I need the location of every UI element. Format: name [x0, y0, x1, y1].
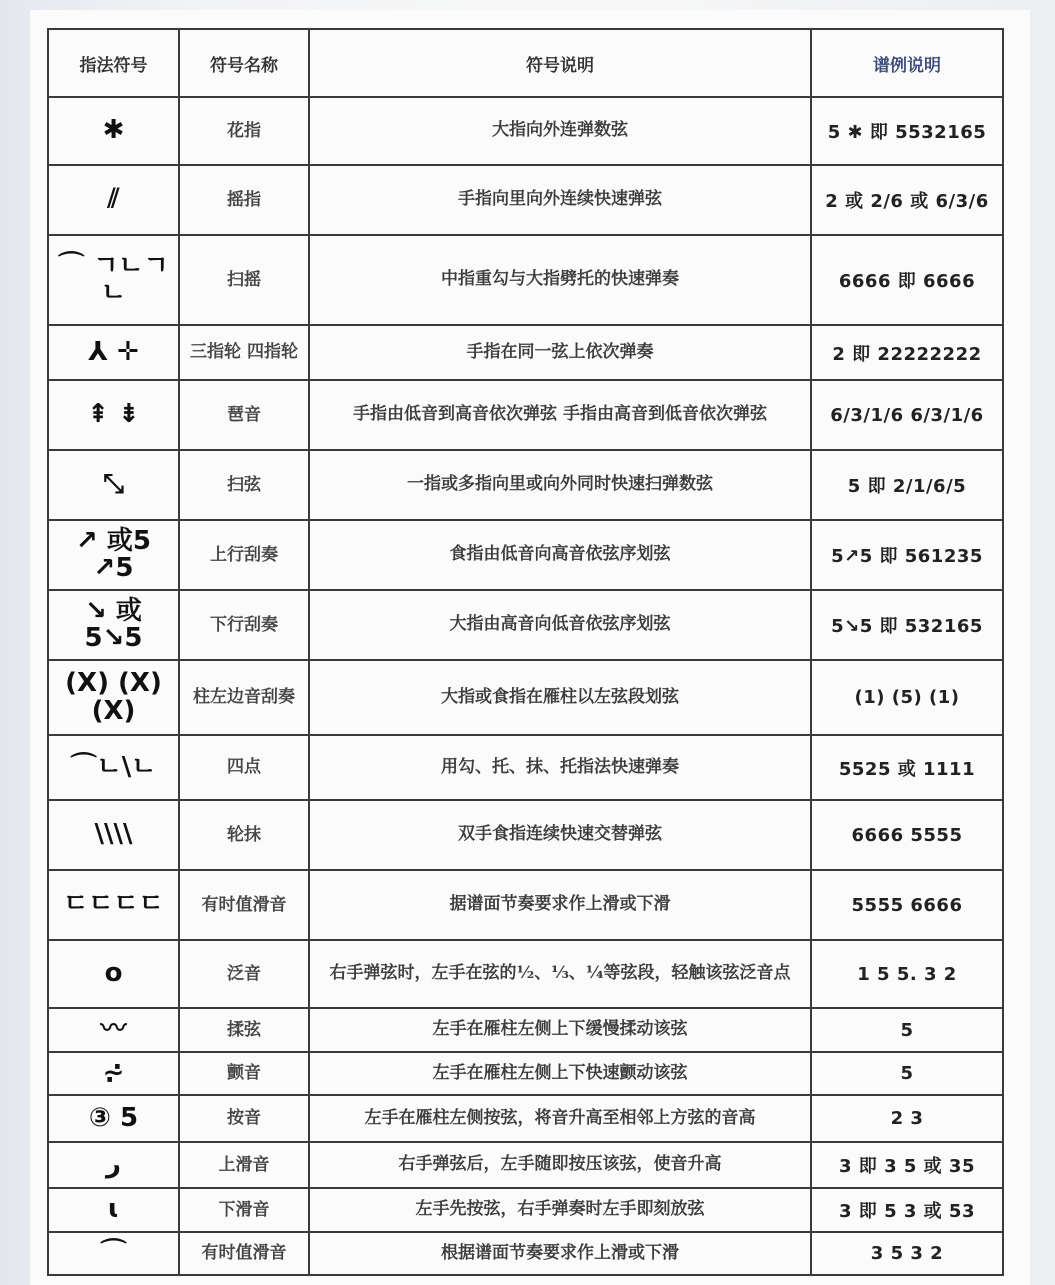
- symbol-name: 下滑音: [179, 1188, 309, 1232]
- symbol-description: 食指由低音向高音依弦序划弦: [309, 520, 811, 590]
- symbol-name: 轮抹: [179, 800, 309, 870]
- symbol-description: 大指或食指在雁柱以左弦段划弦: [309, 660, 811, 735]
- symbol-cell: ⩫: [48, 1052, 179, 1095]
- symbol-description: 双手食指连续快速交替弹弦: [309, 800, 811, 870]
- notation-example: 6666 即 6666: [811, 235, 1003, 325]
- symbol-name: 扫摇: [179, 235, 309, 325]
- symbol-description: 一指或多指向里或向外同时快速扫弹数弦: [309, 450, 811, 520]
- header-name: 符号名称: [179, 29, 309, 97]
- symbol-cell: ر: [48, 1142, 179, 1188]
- symbol-name: 四点: [179, 735, 309, 800]
- symbol-name: 琶音: [179, 380, 309, 450]
- notation-example: 3 即 5 3 或 53: [811, 1188, 1003, 1232]
- symbol-cell: o: [48, 940, 179, 1008]
- symbol-name: 摇指: [179, 165, 309, 235]
- symbol-cell: ⇞ ⇟: [48, 380, 179, 450]
- table-row: [48, 870, 1003, 940]
- notation-example: 5: [811, 1008, 1003, 1052]
- symbol-cell: (X) (X) (X): [48, 660, 179, 735]
- symbol-description: 左手在雁柱左侧按弦，将音升高至相邻上方弦的音高: [309, 1095, 811, 1142]
- symbol-cell: ⌒ㄴ\ㄴ: [48, 735, 179, 800]
- table-row: [48, 800, 1003, 870]
- symbol-description: 手指在同一弦上依次弹奏: [309, 325, 811, 380]
- notation-example: 5 ✱ 即 5532165: [811, 97, 1003, 165]
- notation-example: 5525 或 1111: [811, 735, 1003, 800]
- table-row: [48, 940, 1003, 1008]
- table-row: [48, 97, 1003, 165]
- notation-example: 6666 5555: [811, 800, 1003, 870]
- symbol-description: 用勾、托、抹、托指法快速弹奏: [309, 735, 811, 800]
- notation-example: 5↘5 即 532165: [811, 590, 1003, 660]
- table-header-row: [48, 29, 1003, 97]
- notation-example: 1 5 5. 3 2: [811, 940, 1003, 1008]
- table-row: [48, 1095, 1003, 1142]
- table-row: [48, 325, 1003, 380]
- symbol-cell: ⌒ ㄱㄴㄱㄴ: [48, 235, 179, 325]
- symbol-cell: ⌒: [48, 1232, 179, 1275]
- table-row: [48, 235, 1003, 325]
- notation-example: 6/3/1/6 6/3/1/6: [811, 380, 1003, 450]
- symbol-cell: ⤡: [48, 450, 179, 520]
- table-row: [48, 1008, 1003, 1052]
- symbol-name: 上行刮奏: [179, 520, 309, 590]
- symbol-description: 左手在雁柱左侧上下缓慢揉动该弦: [309, 1008, 811, 1052]
- symbol-name: 有时值滑音: [179, 870, 309, 940]
- symbol-description: 根据谱面节奏要求作上滑或下滑: [309, 1232, 811, 1275]
- table-row: [48, 1142, 1003, 1188]
- symbol-name: 颤音: [179, 1052, 309, 1095]
- table-row: [48, 165, 1003, 235]
- symbol-description: 右手弹弦时，左手在弦的½、⅓、¼等弦段，轻触该弦泛音点: [309, 940, 811, 1008]
- notation-example: 5555 6666: [811, 870, 1003, 940]
- table-row: [48, 1052, 1003, 1095]
- symbol-name: 下行刮奏: [179, 590, 309, 660]
- symbol-name: 柱左边音刮奏: [179, 660, 309, 735]
- symbol-name: 三指轮 四指轮: [179, 325, 309, 380]
- symbol-description: 左手在雁柱左侧上下快速颤动该弦: [309, 1052, 811, 1095]
- symbol-cell: \\\\: [48, 800, 179, 870]
- symbol-cell: ⅄ ✛: [48, 325, 179, 380]
- notation-example: 5 即 2/1/6/5: [811, 450, 1003, 520]
- symbol-description: 手指向里向外连续快速弹弦: [309, 165, 811, 235]
- symbol-cell: 〰: [48, 1008, 179, 1052]
- symbol-name: 按音: [179, 1095, 309, 1142]
- symbol-cell: ↘ 或 5↘5: [48, 590, 179, 660]
- symbol-description: 大指向外连弹数弦: [309, 97, 811, 165]
- table-row: [48, 1232, 1003, 1275]
- symbol-name: 有时值滑音: [179, 1232, 309, 1275]
- notation-example: 2 3: [811, 1095, 1003, 1142]
- notation-example: 2 或 2/6 或 6/3/6: [811, 165, 1003, 235]
- notation-example: 5↗5 即 561235: [811, 520, 1003, 590]
- symbol-cell: ⫽: [48, 165, 179, 235]
- symbol-cell: ↗ 或5 ↗5: [48, 520, 179, 590]
- symbol-description: 大指由高音向低音依弦序划弦: [309, 590, 811, 660]
- symbol-name: 揉弦: [179, 1008, 309, 1052]
- table-row: [48, 660, 1003, 735]
- symbol-name: 扫弦: [179, 450, 309, 520]
- table-row: [48, 380, 1003, 450]
- table-row: [48, 590, 1003, 660]
- symbol-name: 花指: [179, 97, 309, 165]
- notation-example: 3 5 3 2: [811, 1232, 1003, 1275]
- table-row: [48, 1188, 1003, 1232]
- notation-example: 2 即 22222222: [811, 325, 1003, 380]
- symbol-name: 上滑音: [179, 1142, 309, 1188]
- symbol-description: 手指由低音到高音依次弹弦 手指由高音到低音依次弹弦: [309, 380, 811, 450]
- symbol-description: 据谱面节奏要求作上滑或下滑: [309, 870, 811, 940]
- symbol-name: 泛音: [179, 940, 309, 1008]
- header-example: 谱例说明: [811, 29, 1003, 97]
- symbol-cell: ③ 5: [48, 1095, 179, 1142]
- symbol-cell: ɩ: [48, 1188, 179, 1232]
- symbol-cell: ✱: [48, 97, 179, 165]
- symbol-description: 右手弹弦后，左手随即按压该弦，使音升高: [309, 1142, 811, 1188]
- symbol-cell: ㄷㄷㄷㄷ: [48, 870, 179, 940]
- table-row: [48, 450, 1003, 520]
- fingering-symbol-table: [47, 28, 1004, 1276]
- table-row: [48, 520, 1003, 590]
- header-symbol: 指法符号: [48, 29, 179, 97]
- symbol-description: 左手先按弦，右手弹奏时左手即刻放弦: [309, 1188, 811, 1232]
- notation-example: (1) (5) (1): [811, 660, 1003, 735]
- table-row: [48, 735, 1003, 800]
- symbol-description: 中指重勾与大指劈托的快速弹奏: [309, 235, 811, 325]
- notation-example: 5: [811, 1052, 1003, 1095]
- header-description: 符号说明: [309, 29, 811, 97]
- notation-example: 3 即 3 5 或 35: [811, 1142, 1003, 1188]
